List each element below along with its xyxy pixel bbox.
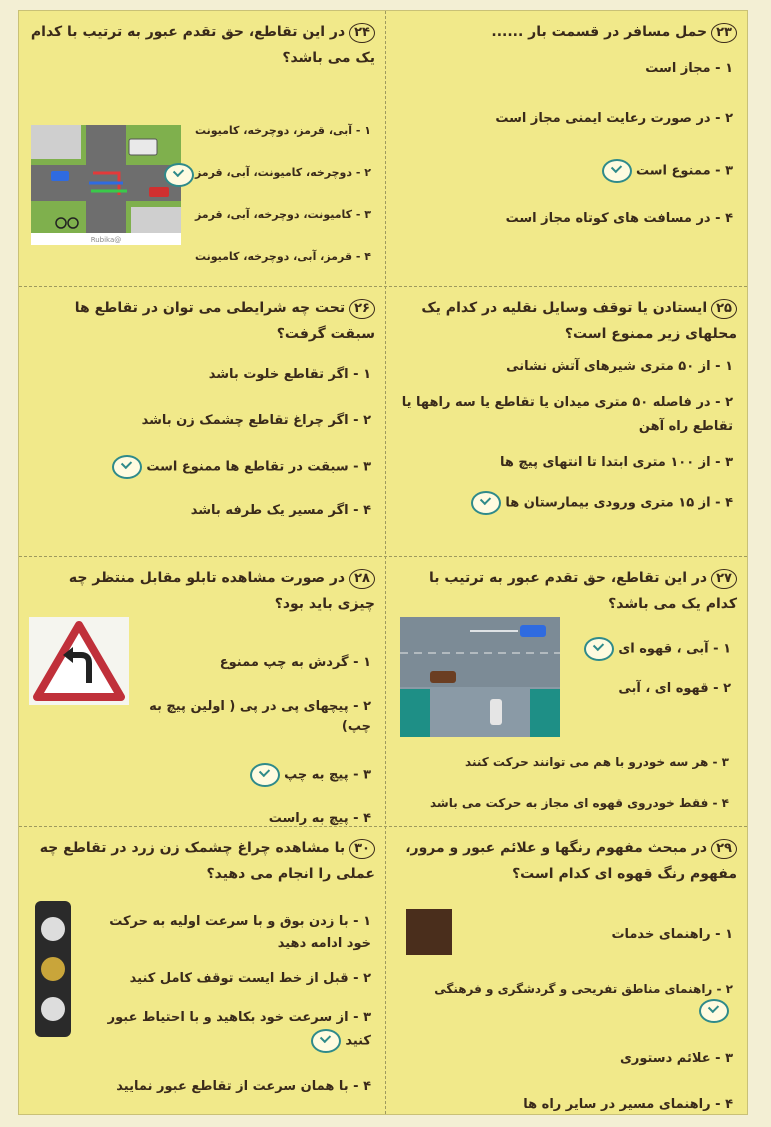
option-3[interactable]: ۳ - هر سه خودرو با هم می توانند حرکت کنند <box>465 755 729 769</box>
option-2[interactable]: ۲ - اگر چراغ تقاطع چشمک زن باشد <box>141 413 371 428</box>
correct-answer-check-icon <box>311 1029 341 1053</box>
question-29 <box>386 827 747 1114</box>
option-3[interactable]: ۳ - از ۱۰۰ متری ابتدا تا انتهای پیچ ها <box>499 455 733 470</box>
question-23 <box>386 11 747 286</box>
option-2[interactable]: ۲ - قبل از خط ایست توقف کامل کنید <box>129 971 371 986</box>
option-4[interactable]: ۴ - با همان سرعت از تقاطع عبور نمایید <box>116 1079 371 1094</box>
question-text: ۲۶تحت چه شرایطی می توان در تقاطع ها سبقت گرفت؟ <box>74 300 375 342</box>
option-3[interactable]: ۳ - علائم دستوری <box>619 1051 733 1066</box>
option-2[interactable]: ۲ - در صورت رعایت ایمنی مجاز است <box>495 111 733 126</box>
option-3[interactable]: ۳ - از سرعت خود بکاهید و با احتیاط عبور کنید <box>99 1007 371 1053</box>
option-1[interactable]: ۱ - اگر تقاطع خلوت باشد <box>208 367 371 382</box>
question-25 <box>386 287 747 556</box>
option-4[interactable]: ۴ - اگر مسیر یک طرفه باشد <box>190 503 371 518</box>
option-2[interactable]: ۲ - دوچرخه، کامیونت، آبی، قرمز <box>194 163 371 183</box>
correct-answer-check-icon <box>112 455 142 479</box>
option-4[interactable]: ۴ - از ۱۵ متری ورودی بیمارستان ها <box>400 491 733 515</box>
correct-answer-check-icon <box>602 159 632 183</box>
option-4[interactable]: ۴ - فقط خودروی قهوه ای مجاز به حرکت می باشد <box>429 796 729 810</box>
option-2[interactable]: ۲ - پیچهای پی در پی ( اولین پیچ به چپ) <box>149 699 371 734</box>
option-1[interactable]: ۱ - با زدن بوق و با سرعت اولیه به حرکت خود ادامه دهید <box>109 914 371 951</box>
correct-answer-check-icon <box>164 163 194 187</box>
option-4[interactable]: ۴ - در مسافت های کوتاه مجاز است <box>505 211 733 226</box>
option-4[interactable]: ۴ - قرمز، آبی، دوچرخه، کامیونت <box>194 250 371 263</box>
option-3[interactable]: ۳ - سبقت در تقاطع ها ممنوع است <box>33 455 371 479</box>
question-27 <box>386 557 747 826</box>
intersection-image <box>31 125 181 245</box>
option-3[interactable]: ۳ - پیچ به چپ <box>129 763 371 787</box>
question-30 <box>19 827 385 1114</box>
question-28 <box>19 557 385 826</box>
question-text: ۳۰با مشاهده چراغ چشمک زن زرد در تقاطع چه عملی را انجام می دهید؟ <box>39 840 375 882</box>
intersection-image <box>400 617 560 737</box>
option-2[interactable]: ۲ - در فاصله ۵۰ متری میدان یا تقاطع یا سه راهها یا تقاطع راه آهن <box>401 395 733 434</box>
option-1[interactable]: ۱ - راهنمای خدمات <box>611 927 733 942</box>
option-1[interactable]: ۱ - آبی ، قهوه ای <box>559 637 731 661</box>
image-caption: @Rubika <box>90 236 122 244</box>
correct-answer-check-icon <box>584 637 614 661</box>
question-26 <box>19 287 385 556</box>
question-24 <box>19 11 385 286</box>
option-1[interactable]: ۱ - از ۵۰ متری شیرهای آتش نشانی <box>506 359 733 374</box>
option-2[interactable]: ۲ - قهوه ای ، آبی <box>618 681 731 696</box>
question-sheet <box>18 10 748 1115</box>
left-curve-warning-sign <box>29 617 129 705</box>
option-4[interactable]: ۴ - راهنمای مسیر در سایر راه ها <box>523 1097 733 1112</box>
question-text: ۲۷در این تقاطع، حق تقدم عبور به ترتیب با کدام یک می باشد؟ <box>429 570 737 612</box>
option-1[interactable]: ۱ - آبی، قرمز، دوچرخه، کامیونت <box>194 124 371 137</box>
question-text: ۲۸در صورت مشاهده تابلو مقابل منتظر چه چیزی باید بود؟ <box>68 570 375 612</box>
option-3[interactable]: ۳ - ممنوع است <box>400 159 733 183</box>
option-1[interactable]: ۱ - مجاز است <box>645 61 733 76</box>
option-3[interactable]: ۳ - کامیونت، دوچرخه، آبی، قرمز <box>194 208 371 221</box>
question-text: ۲۵ایستادن یا توقف وسایل نقلیه در کدام یک محلهای زیر ممنوع است؟ <box>421 300 737 342</box>
correct-answer-check-icon <box>250 763 280 787</box>
correct-answer-check-icon <box>471 491 501 515</box>
question-text: ۲۹در مبحث مفهوم رنگها و علائم عبور و مرور، مفهوم رنگ قهوه ای کدام است؟ <box>405 840 737 882</box>
correct-answer-check-icon <box>699 999 729 1023</box>
question-text: ۲۴در این تقاطع، حق تقدم عبور به ترتیب با کدام یک می باشد؟ <box>30 24 375 66</box>
option-4[interactable]: ۴ - پیچ به راست <box>268 811 371 826</box>
option-2[interactable]: ۲ - راهنمای مناطق تفریحی و گردشگری و فرهنگی <box>400 979 733 1023</box>
traffic-light-icon <box>33 899 73 1039</box>
question-text: ۲۳حمل مسافر در قسمت بار ...... <box>396 19 737 45</box>
option-1[interactable]: ۱ - گردش به چپ ممنوع <box>219 655 371 670</box>
